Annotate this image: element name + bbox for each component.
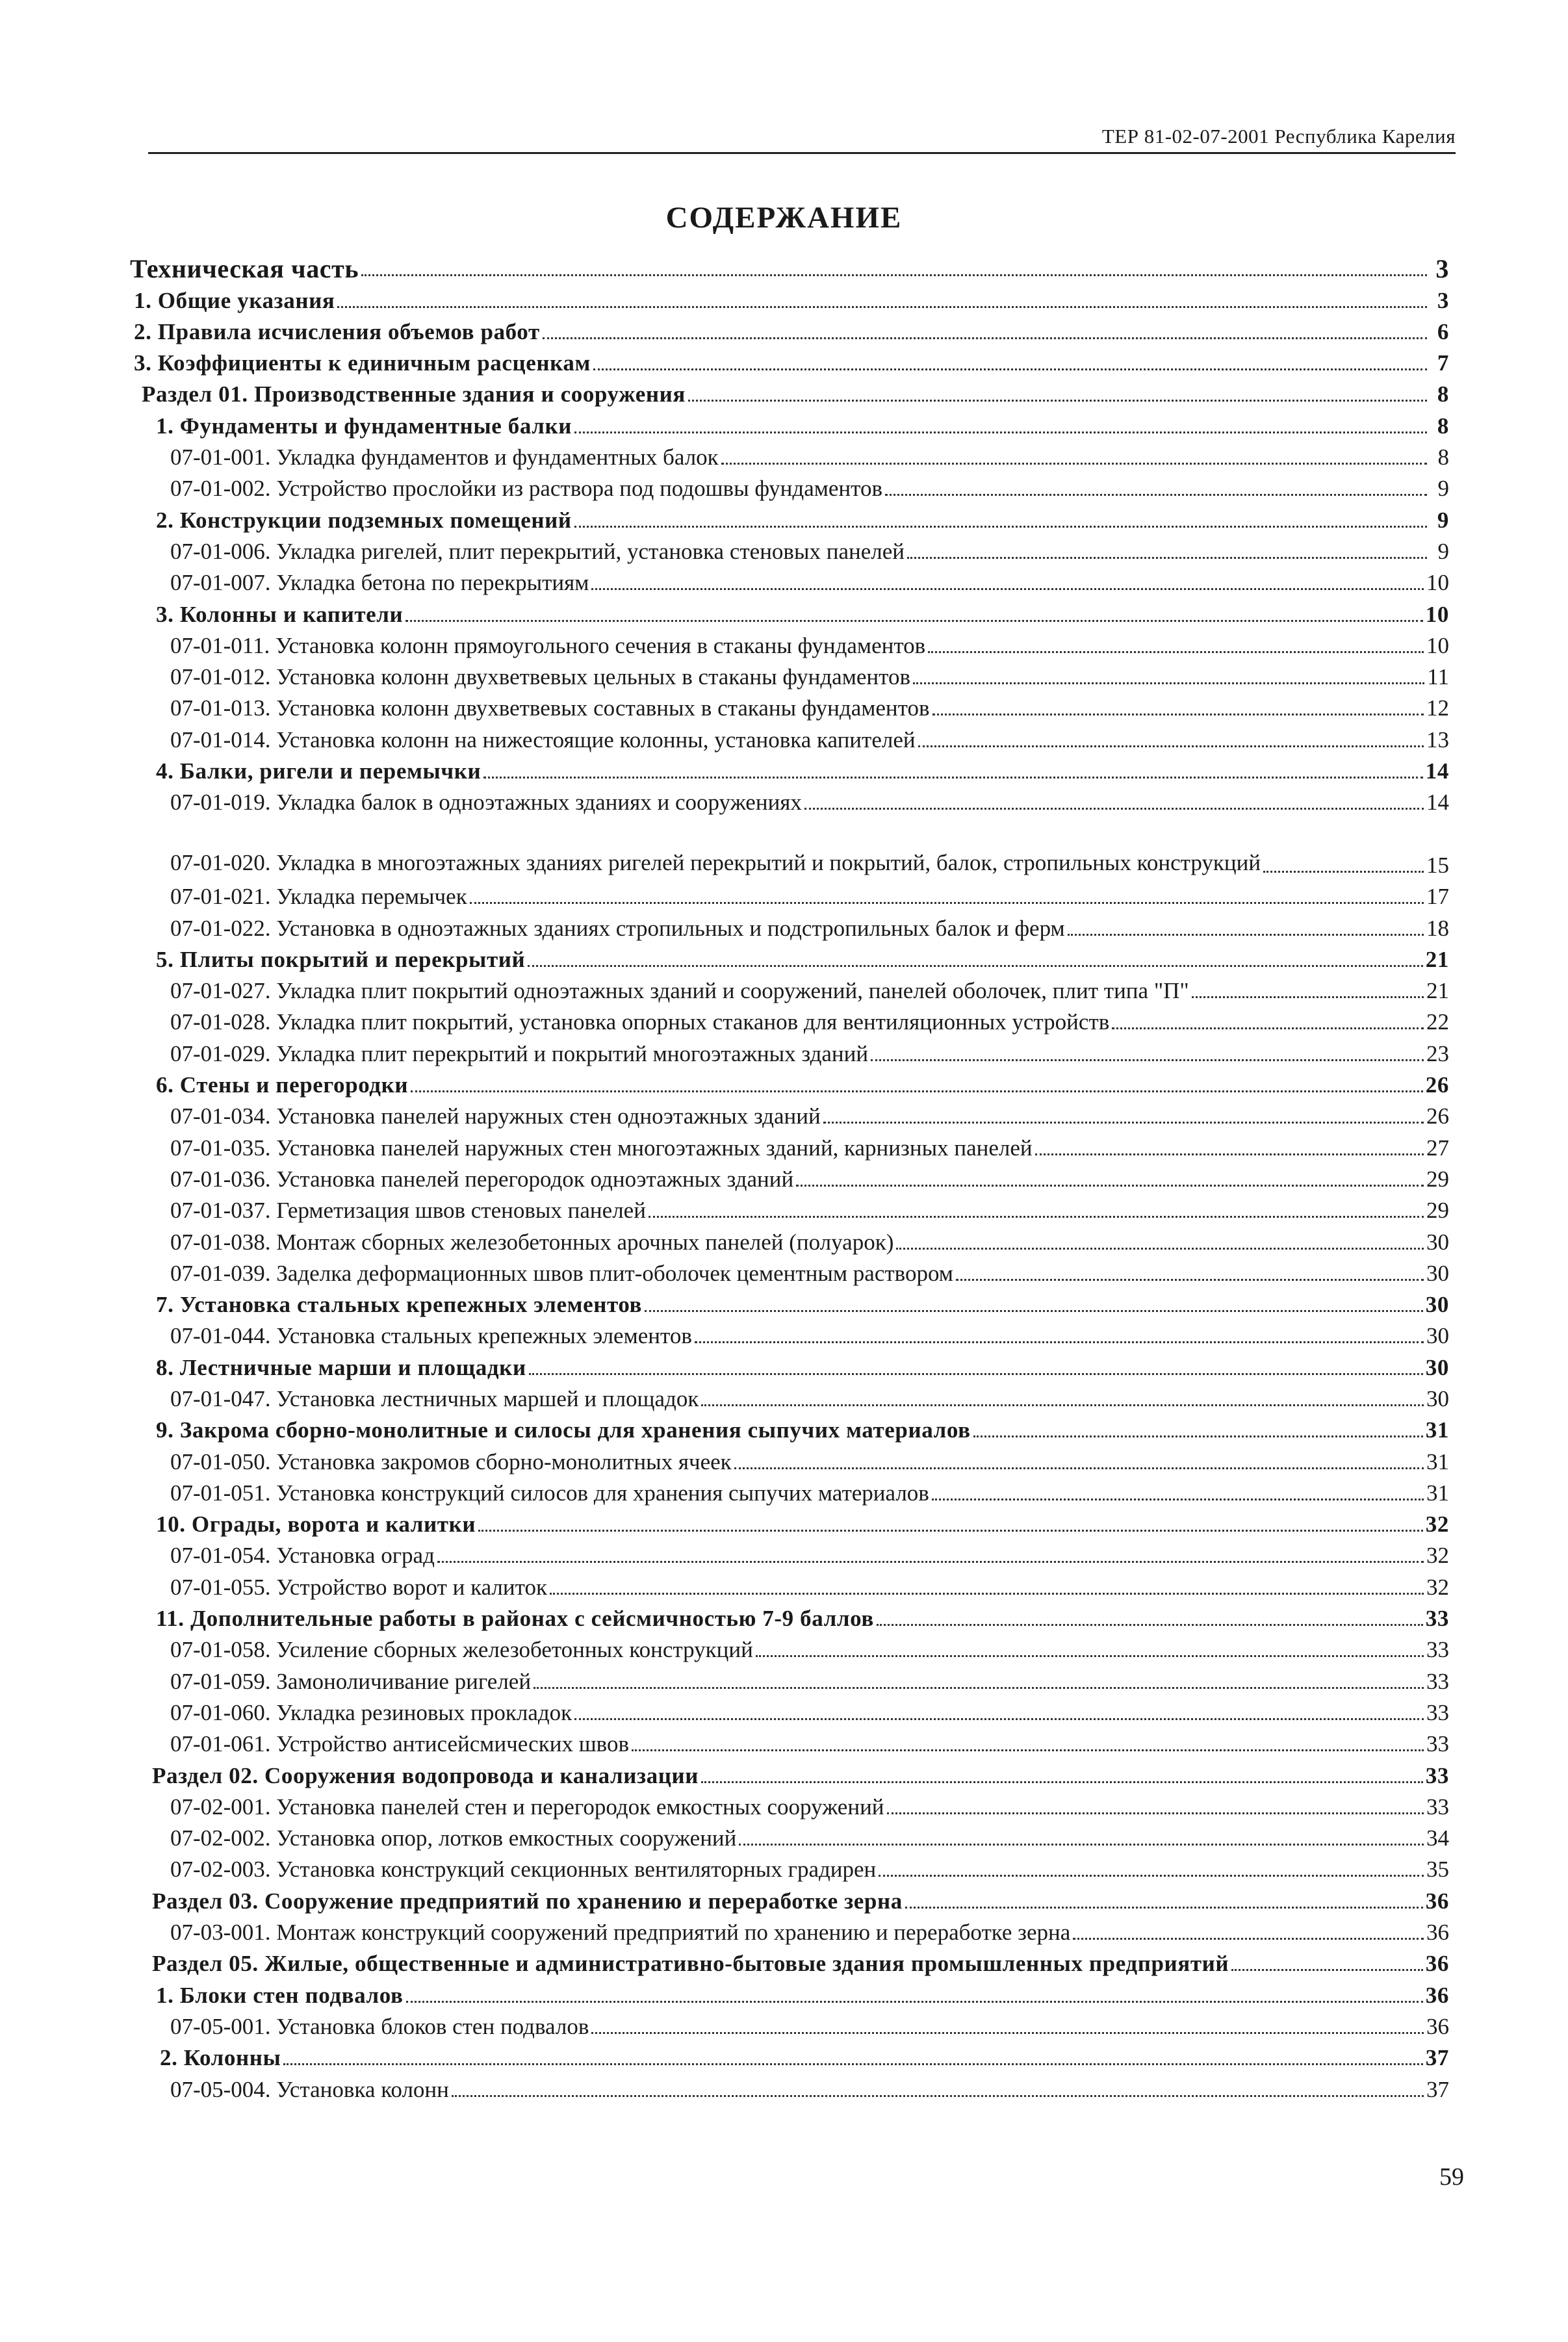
dot-leader [1263, 871, 1424, 873]
toc-entry-row [130, 1381, 1449, 1412]
toc-page-number: 3 [1435, 254, 1449, 284]
toc-section-row [130, 1977, 1449, 2008]
toc-entry-title: 4. Балки, ригели и перемычки [156, 758, 482, 784]
toc-section-row [130, 1067, 1449, 1098]
toc-entry-title: 6. Стены и перегородки [156, 1072, 409, 1098]
toc-entry-row [130, 1475, 1449, 1506]
toc-section-row [130, 314, 1449, 345]
toc-entry-row [130, 784, 1449, 816]
dot-leader [695, 1341, 1424, 1343]
toc-page-number: 33 [1426, 1637, 1449, 1663]
toc-entry-title: Раздел 01. Производственные здания и сооружения [142, 381, 686, 407]
dot-leader [405, 620, 1423, 622]
dot-leader [529, 1373, 1423, 1375]
toc-page-number: 34 [1426, 1825, 1449, 1851]
dot-leader [823, 1122, 1424, 1124]
toc-entry-row [130, 659, 1449, 690]
toc-section-row [130, 376, 1449, 407]
toc-page-number: 32 [1425, 1512, 1449, 1538]
toc-entry-title: 7. Установка стальных крепежных элементов [156, 1292, 643, 1318]
dot-leader [932, 1499, 1424, 1500]
toc-entry-title: 07-01-036. Установка панелей перегородок одноэтажных зданий [170, 1166, 794, 1192]
toc-entry-title: 07-01-055. Устройство ворот и калиток [170, 1574, 547, 1600]
toc-entry-row [130, 816, 1449, 879]
toc-entry-title: 9. Закрома сборно-монолитные и силосы для хранения сыпучих материалов [156, 1417, 971, 1443]
dot-leader [452, 2095, 1424, 2097]
toc-entry-row [130, 565, 1449, 596]
toc-entry-title: 07-01-007. Укладка бетона по перекрытиям [170, 570, 589, 596]
toc-entry-title: 07-01-054. Установка оград [170, 1543, 435, 1569]
dot-leader [283, 2063, 1422, 2065]
toc-entry-title: 2. Правила исчисления объемов работ [134, 318, 540, 344]
toc-section-row [130, 1412, 1449, 1443]
dot-leader [932, 714, 1424, 715]
dot-leader [701, 1781, 1423, 1783]
dot-leader [533, 1687, 1424, 1689]
dot-leader [478, 1530, 1423, 1532]
toc-entry-title: 07-01-006. Укладка ригелей, плит перекрытий, установка стеновых панелей [170, 538, 905, 564]
toc-entry-row [130, 1569, 1449, 1600]
dot-leader [1068, 934, 1424, 936]
toc-entry-title: Раздел 05. Жилые, общественные и административно-бытовые здания промышленных предприятий [152, 1951, 1229, 1977]
dot-leader [796, 1185, 1424, 1187]
toc-section-row [130, 753, 1449, 784]
toc-page-number: 29 [1426, 1198, 1449, 1224]
toc-entry-row [130, 439, 1449, 470]
toc-page-number: 18 [1426, 915, 1449, 941]
toc-section-row [130, 2040, 1449, 2071]
toc-page-number: 14 [1425, 758, 1449, 784]
toc-page-number: 31 [1426, 1480, 1449, 1506]
toc-entry-title: 07-01-035. Установка панелей наружных стен многоэтажных зданий, карнизных панелей [170, 1135, 1033, 1161]
toc-page-number: 36 [1426, 1920, 1449, 1946]
dot-leader [361, 274, 1427, 276]
toc-entry-row [130, 1004, 1449, 1035]
toc-entry-row [130, 1663, 1449, 1694]
toc-page-number: 37 [1426, 2076, 1449, 2102]
dot-leader [885, 494, 1427, 496]
toc-page-number: 15 [1426, 852, 1449, 878]
toc-entry-title: 07-01-002. Устройство прослойки из раствора под подошвы фундаментов [170, 476, 883, 502]
dot-leader [591, 588, 1424, 590]
toc-page-number: 8 [1437, 381, 1449, 407]
toc-page-number: 36 [1425, 1951, 1449, 1977]
toc-page-number: 30 [1426, 1260, 1449, 1286]
dot-leader [574, 1718, 1424, 1720]
toc-page-number: 26 [1425, 1072, 1449, 1098]
toc-section-row [130, 1601, 1449, 1632]
dot-leader [913, 682, 1424, 684]
dot-leader [528, 965, 1423, 967]
dot-leader [406, 2001, 1423, 2003]
toc-entry-title: 07-01-014. Установка колонн на нижестоящие колонны, установка капителей [170, 727, 916, 753]
toc-entry-title: 10. Ограды, ворота и калитки [156, 1512, 476, 1538]
dot-leader [879, 1875, 1424, 1877]
toc-entry-title: 3. Колонны и капители [156, 601, 404, 627]
toc-page-number: 27 [1426, 1135, 1449, 1161]
toc-entry-title: 07-01-021. Укладка перемычек [170, 884, 467, 910]
dot-leader [756, 1655, 1424, 1657]
dot-leader [470, 902, 1424, 904]
toc-entry-title: 07-05-001. Установка блоков стен подвалов [170, 2013, 589, 2039]
toc-section-row [130, 596, 1449, 627]
dot-leader [593, 368, 1427, 370]
toc-entry-title: 07-01-039. Заделка деформационных швов плит-оболочек цементным раствором [170, 1260, 953, 1286]
dot-leader [543, 337, 1427, 339]
dot-leader [550, 1593, 1424, 1595]
toc-entry-row [130, 1035, 1449, 1066]
toc-section-row [130, 1883, 1449, 1914]
header-divider [148, 152, 1456, 154]
toc-page-number: 26 [1426, 1103, 1449, 1129]
toc-page-number: 13 [1426, 727, 1449, 753]
toc-page-number: 33 [1425, 1762, 1449, 1788]
toc-entry-title: 07-01-012. Установка колонн двухветвевых цельных в стаканы фундаментов [170, 664, 910, 690]
toc-page-number: 31 [1426, 1448, 1449, 1474]
toc-entry-title: 11. Дополнительные работы в районах с сейсмичностью 7-9 баллов [156, 1606, 874, 1632]
toc-entry-row [130, 1224, 1449, 1255]
dot-leader [632, 1749, 1424, 1751]
toc-entry-row [130, 1726, 1449, 1757]
toc-entry-title: 07-01-022. Установка в одноэтажных зданиях стропильных и подстропильных балок и ферм [170, 915, 1065, 941]
page-title: СОДЕРЖАНИЕ [665, 201, 903, 235]
toc-entry-title: 07-01-061. Устройство антисейсмических швов [170, 1731, 629, 1757]
toc-section-row [130, 1946, 1449, 1977]
toc-entry-title: 07-01-034. Установка панелей наружных стен одноэтажных зданий [170, 1103, 821, 1129]
toc-page-number: 33 [1426, 1699, 1449, 1725]
toc-entry-row [130, 1820, 1449, 1851]
toc-entry-title: 07-01-037. Герметизация швов стеновых панелей [170, 1198, 646, 1224]
toc-section-row [130, 1506, 1449, 1538]
toc-entry-title: 07-01-019. Укладка балок в одноэтажных зданиях и сооружениях [170, 790, 802, 816]
dot-leader [956, 1279, 1424, 1281]
toc-page-number: 36 [1426, 2013, 1449, 2039]
toc-page-number: 33 [1426, 1794, 1449, 1820]
toc-page-number: 8 [1437, 444, 1449, 470]
toc-page-number: 35 [1426, 1857, 1449, 1883]
toc-entry-title: 07-01-038. Монтаж сборных железобетонных арочных панелей (полуарок) [170, 1229, 894, 1255]
dot-leader [896, 1248, 1424, 1250]
toc-section-row [130, 1757, 1449, 1788]
dot-leader [591, 2032, 1424, 2034]
toc-page-number: 6 [1437, 318, 1449, 344]
toc-entry-row [130, 910, 1449, 941]
dot-leader [907, 557, 1427, 559]
toc-page-number: 9 [1437, 476, 1449, 502]
toc-entry-title: 07-03-001. Монтаж конструкций сооружений предприятий по хранению и переработке зерна [170, 1920, 1071, 1946]
toc-entry-title: 07-02-002. Установка опор, лотков емкостных сооружений [170, 1825, 737, 1851]
toc-page-number: 7 [1437, 350, 1449, 376]
toc-page-number: 10 [1426, 570, 1449, 596]
toc-page-number: 30 [1426, 1229, 1449, 1255]
toc-page-number: 36 [1425, 1982, 1449, 2008]
toc-page-number: 32 [1426, 1574, 1449, 1600]
toc-entry-title: 3. Коэффициенты к единичным расценкам [134, 350, 591, 376]
toc-entry-title: 07-01-011. Установка колонн прямоугольного сечения в стаканы фундаментов [170, 632, 926, 658]
toc-section-row [130, 407, 1449, 439]
toc-entry-title: 07-01-029. Укладка плит перекрытий и покрытий многоэтажных зданий [170, 1040, 869, 1066]
toc-entry-title: Раздел 03. Сооружение предприятий по хранению и переработке зерна [152, 1888, 903, 1914]
dot-leader [337, 306, 1427, 308]
toc-entry-title: 1. Фундаменты и фундаментные балки [156, 413, 572, 439]
toc-page-number: 30 [1426, 1385, 1449, 1411]
toc-page-number: 36 [1425, 1888, 1449, 1914]
toc-entry-title: 2. Колонны [160, 2045, 281, 2071]
toc-entry-title: 1. Блоки стен подвалов [156, 1982, 404, 2008]
toc-page-number: 9 [1437, 538, 1449, 564]
toc-page-number: 10 [1425, 601, 1449, 627]
dot-leader [871, 1059, 1424, 1061]
toc-entry-row [130, 1851, 1449, 1883]
toc-section-row [130, 345, 1449, 376]
toc-entry-row [130, 1632, 1449, 1663]
toc-entry-title: 07-01-050. Установка закромов сборно-монолитных ячеек [170, 1448, 732, 1474]
dot-leader [928, 651, 1424, 653]
dot-leader [973, 1435, 1423, 1437]
dot-leader [918, 745, 1424, 747]
dot-leader [574, 431, 1427, 433]
toc-section-row [130, 942, 1449, 973]
dot-leader [411, 1090, 1423, 1092]
toc-entry-row [130, 2009, 1449, 2040]
toc-page-number: 14 [1426, 790, 1449, 816]
toc-entry-title: Техническая часть [130, 254, 359, 284]
toc-entry-row [130, 534, 1449, 565]
dot-leader [649, 1216, 1424, 1218]
dot-leader [1035, 1153, 1424, 1155]
toc-page-number: 8 [1437, 413, 1449, 439]
toc-page-number: 23 [1426, 1040, 1449, 1066]
toc-page-number: 22 [1426, 1009, 1449, 1035]
toc-entry-title: 07-01-013. Установка колонн двухветвевых составных в стаканы фундаментов [170, 695, 930, 721]
dot-leader [437, 1561, 1424, 1563]
toc-page-number: 11 [1427, 664, 1449, 690]
toc-entry-title: 1. Общие указания [134, 287, 335, 313]
toc-page-number: 31 [1425, 1417, 1449, 1443]
toc-page-number: 21 [1426, 978, 1449, 1004]
toc-page-number: 21 [1425, 946, 1449, 972]
toc-entry-row [130, 470, 1449, 502]
toc-page-number: 10 [1426, 632, 1449, 658]
toc-entry-title: 07-02-001. Установка панелей стен и перегородок емкостных сооружений [170, 1794, 884, 1820]
toc-section-row [130, 251, 1449, 282]
dot-leader [483, 777, 1423, 779]
page-number: 59 [1439, 2163, 1464, 2191]
toc-entry-title: 8. Лестничные марши и площадки [156, 1354, 526, 1380]
toc-entry-title: 07-01-058. Усиление сборных железобетонных конструкций [170, 1637, 753, 1663]
toc-entry-title: 07-01-027. Укладка плит покрытий одноэтажных зданий и сооружений, панелей оболочек, плит типа "П" [170, 978, 1189, 1004]
dot-leader [1231, 1969, 1423, 1971]
table-of-contents [130, 251, 1449, 2103]
toc-page-number: 29 [1426, 1166, 1449, 1192]
toc-page-number: 37 [1425, 2045, 1449, 2071]
toc-entry-row [130, 879, 1449, 910]
toc-entry-title: 07-01-001. Укладка фундаментов и фундаментных балок [170, 444, 719, 470]
toc-section-row [130, 1287, 1449, 1318]
toc-entry-row [130, 1914, 1449, 1946]
toc-page-number: 30 [1425, 1354, 1449, 1380]
toc-entry-title: 07-01-059. Замоноличивание ригелей [170, 1668, 532, 1694]
dot-leader [905, 1907, 1423, 1909]
dot-leader [721, 463, 1427, 465]
toc-entry-row [130, 628, 1449, 659]
toc-entry-row [130, 1538, 1449, 1569]
toc-page-number: 30 [1426, 1323, 1449, 1349]
toc-section-row [130, 1349, 1449, 1380]
toc-entry-row [130, 1695, 1449, 1726]
toc-entry-row [130, 1789, 1449, 1820]
toc-entry-title: 07-01-051. Установка конструкций силосов для хранения сыпучих материалов [170, 1480, 929, 1506]
toc-page-number: 17 [1426, 884, 1449, 910]
toc-entry-row [130, 1192, 1449, 1224]
toc-entry-title: 07-05-004. Установка колонн [170, 2076, 449, 2102]
toc-entry-row [130, 1161, 1449, 1192]
toc-page-number: 33 [1426, 1668, 1449, 1694]
toc-entry-title: 07-01-060. Укладка резиновых прокладок [170, 1699, 572, 1725]
dot-leader [804, 808, 1424, 810]
dot-leader [1192, 996, 1424, 998]
toc-entry-title: 07-02-003. Установка конструкций секционных вентиляторных градирен [170, 1857, 877, 1883]
toc-page-number: 12 [1426, 695, 1449, 721]
toc-entry-row [130, 1443, 1449, 1474]
toc-page-number: 33 [1426, 1731, 1449, 1757]
dot-leader [734, 1467, 1424, 1469]
toc-entry-row [130, 1255, 1449, 1287]
toc-entry-title: 07-01-044. Установка стальных крепежных элементов [170, 1323, 692, 1349]
toc-entry-row [130, 973, 1449, 1004]
toc-entry-title: 5. Плиты покрытий и перекрытий [156, 946, 526, 972]
toc-entry-title: 07-01-020. Укладка в многоэтажных зданиях ригелей перекрытий и покрытий, балок, стропильных конструкций [170, 849, 1261, 875]
dot-leader [877, 1624, 1423, 1626]
toc-entry-title: 07-01-047. Установка лестничных маршей и площадок [170, 1385, 699, 1411]
toc-entry-row [130, 1129, 1449, 1161]
toc-page-number: 32 [1426, 1543, 1449, 1569]
toc-entry-title: 07-01-028. Укладка плит покрытий, установка опорных стаканов для вентиляционных устройств [170, 1009, 1110, 1035]
running-header: ТЕР 81-02-07-2001 Республика Карелия [1101, 125, 1456, 148]
dot-leader [1112, 1027, 1424, 1029]
toc-entry-title: 2. Конструкции подземных помещений [156, 507, 572, 533]
toc-entry-row [130, 1098, 1449, 1129]
dot-leader [701, 1404, 1424, 1406]
toc-section-row [130, 502, 1449, 533]
toc-entry-row [130, 1318, 1449, 1349]
toc-page-number: 30 [1425, 1292, 1449, 1318]
dot-leader [887, 1812, 1424, 1814]
toc-entry-row [130, 721, 1449, 753]
dot-leader [574, 526, 1427, 528]
dot-leader [688, 400, 1427, 402]
toc-entry-row [130, 690, 1449, 721]
dot-leader [645, 1310, 1423, 1312]
dot-leader [1073, 1938, 1424, 1940]
toc-section-row [130, 282, 1449, 313]
toc-page-number: 33 [1425, 1606, 1449, 1632]
toc-page-number: 9 [1437, 507, 1449, 533]
toc-entry-title: Раздел 02. Сооружения водопровода и канализации [152, 1762, 699, 1788]
toc-page-number: 3 [1437, 287, 1449, 313]
toc-entry-row [130, 2071, 1449, 2102]
dot-leader [739, 1844, 1424, 1846]
